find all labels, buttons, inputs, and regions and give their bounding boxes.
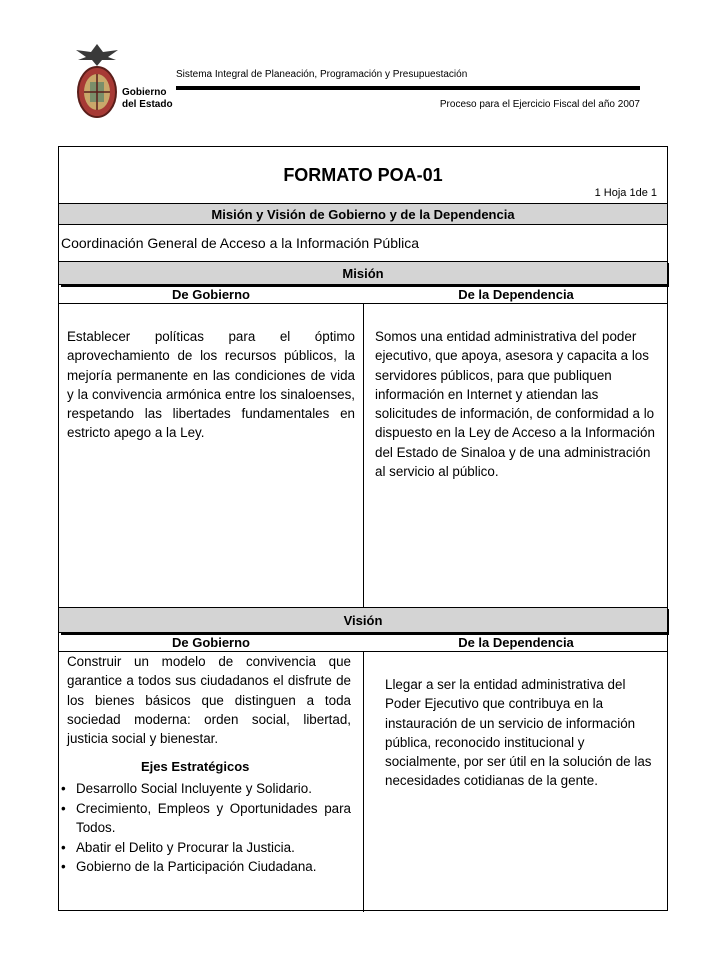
section-title-band: Misión y Visión de Gobierno y de la Dependencia [59, 203, 667, 225]
ejes-item: • Crecimiento, Empleos y Oportunidades para Todos. [59, 799, 351, 838]
mision-dependencia-text: Somos una entidad administrativa del poder ejecutivo, que apoya, asesora y capacita a los servidores públicos, para que publiquen información en Internet y atiendan las solicitudes de información, de conformidad a lo dispuesto en la Ley de Acceso a la Información del Estado de Sinaloa y de una administración al servicio al público. [375, 329, 655, 480]
government-label-line1: Gobierno [122, 87, 167, 98]
government-label [122, 87, 173, 111]
ejes-item: • Gobierno de la Participación Ciudadana. [59, 857, 351, 877]
poa-form [58, 146, 668, 911]
ejes-item: • Desarrollo Social Incluyente y Solidario. [59, 779, 351, 799]
ejes-title: Ejes Estratégicos [141, 759, 250, 774]
system-title: Sistema Integral de Planeación, Programación y Presupuestación [176, 69, 468, 80]
form-title: FORMATO POA-01 [283, 165, 443, 185]
government-label-line2: del Estado [122, 99, 173, 110]
ejes-item: • Abatir el Delito y Procurar la Justicia. [59, 838, 351, 858]
mision-col-dependencia: De la Dependencia [458, 287, 574, 302]
header-divider [176, 86, 640, 90]
vision-band: Visión [59, 607, 667, 633]
state-coat-of-arms-icon [72, 42, 122, 120]
sheet-number: 1 Hoja 1de 1 [594, 187, 657, 199]
vision-col-dependencia: De la Dependencia [458, 635, 574, 650]
ejes-list [59, 779, 351, 877]
process-label: Proceso para el Ejercicio Fiscal del año 2007 [439, 99, 640, 110]
dependency-name: Coordinación General de Acceso a la Información Pública [61, 235, 419, 251]
vision-gobierno-text: Construir un modelo de convivencia que garantice a todos sus ciudadanos el disfrute de los bienes básicos que distinguen a toda sociedad moderna: orden social, libertad, justicia social y bienestar. [67, 654, 351, 747]
mision-column-divider [363, 303, 364, 607]
mision-gobierno-text: Establecer políticas para el óptimo aprovechamiento de los recursos públicos, la mejoría permanente en las condiciones de vida y la convivencia armónica entre los sinaloenses, respetando las libertades fundamentales en estricto apego a la Ley. [67, 329, 355, 441]
mision-band: Misión [59, 261, 667, 285]
vision-column-divider [363, 651, 364, 912]
mision-col-gobierno: De Gobierno [171, 287, 250, 302]
vision-col-gobierno: De Gobierno [171, 635, 250, 650]
vision-dependencia-text: Llegar a ser la entidad administrativa del Poder Ejecutivo que contribuya en la instauración de un servicio de información pública, reconocido institucional y socialmente, por ser útil en la solución de las necesidades cotidianas de la gente. [385, 677, 652, 789]
